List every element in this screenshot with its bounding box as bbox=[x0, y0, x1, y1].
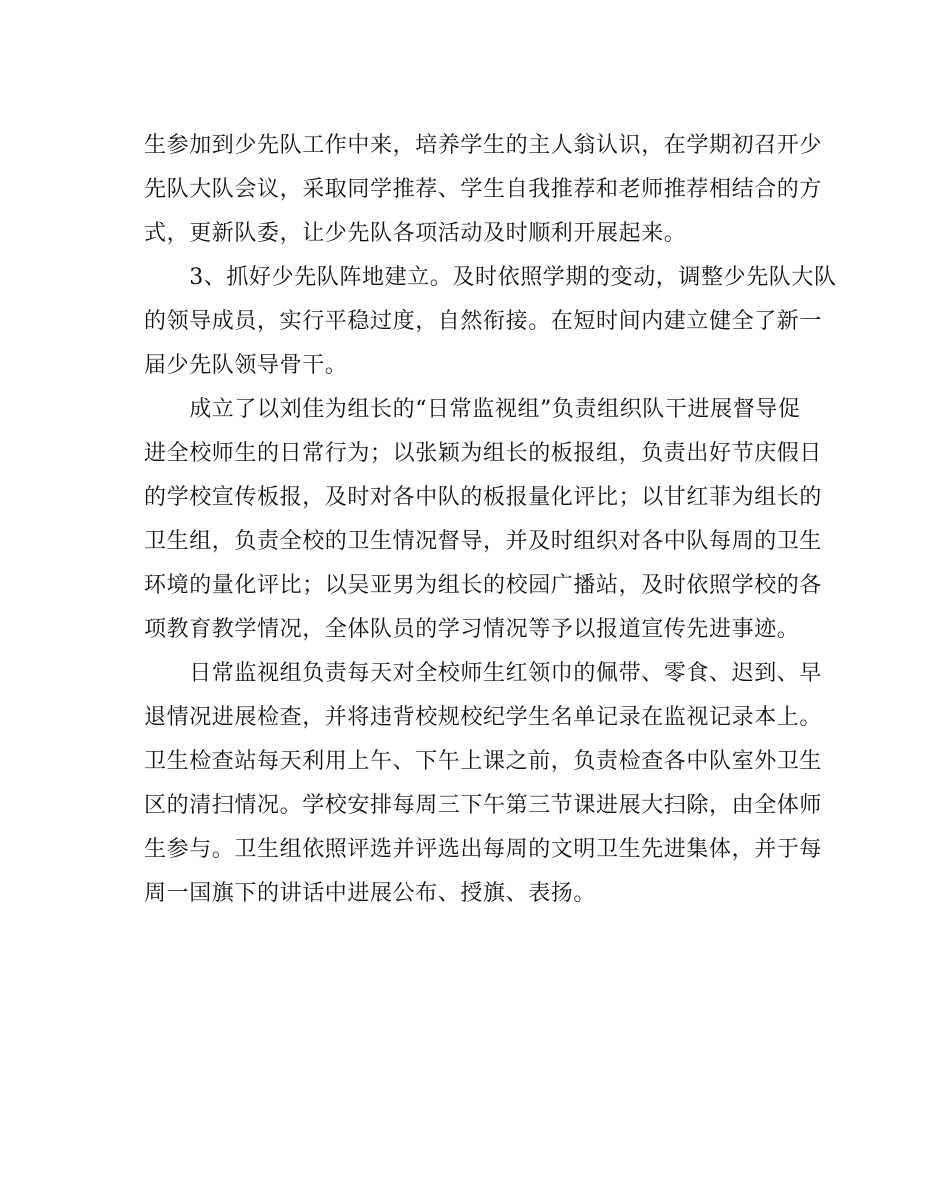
text-line: 的学校宣传板报，及时对各中队的板报量化评比；以甘红菲为组长的 bbox=[144, 485, 823, 510]
paragraph-1 bbox=[144, 124, 823, 256]
text-line: 的领导成员，实行平稳过度，自然衔接。在短时间内建立健全了新一 bbox=[144, 309, 823, 334]
text-line: 进全校师生的日常行为；以张颖为组长的板报组，负责出好节庆假日 bbox=[144, 441, 823, 466]
text-line: 日常监视组负责每天对全校师生红领巾的佩带、零食、迟到、早 bbox=[144, 661, 823, 686]
text-line: 先队大队会议，采取同学推荐、学生自我推荐和老师推荐相结合的方 bbox=[144, 177, 823, 202]
text-line: 区的清扫情况。学校安排每周三下午第三节课进展大扫除，由全体师 bbox=[144, 793, 823, 818]
text-line: 生参与。卫生组依照评选并评选出每周的文明卫生先进集体，并于每 bbox=[144, 837, 823, 862]
text-line: 卫生组，负责全校的卫生情况督导，并及时组织对各中队每周的卫生 bbox=[144, 529, 823, 554]
text-line: 成立了以刘佳为组长的“日常监视组”负责组织队干进展督导促 bbox=[144, 397, 801, 422]
text-line: 项教育教学情况，全体队员的学习情况等予以报道宣传先进事迹。 bbox=[144, 617, 800, 642]
paragraph-2 bbox=[144, 256, 837, 388]
text-line: 式，更新队委，让少先队各项活动及时顺利开展起来。 bbox=[144, 221, 687, 246]
text-line: 届少先队领导骨干。 bbox=[144, 353, 348, 378]
document-body bbox=[144, 124, 837, 916]
paragraph-4 bbox=[144, 652, 823, 916]
text-line: 退情况进展检查，并将违背校规校纪学生名单记录在监视记录本上。 bbox=[144, 705, 823, 730]
paragraph-3 bbox=[144, 388, 823, 652]
text-line: 周一国旗下的讲话中进展公布、授旗、表扬。 bbox=[144, 881, 597, 906]
text-line: 生参加到少先队工作中来，培养学生的主人翁认识，在学期初召开少 bbox=[144, 133, 823, 158]
text-line: 环境的量化评比；以吴亚男为组长的校园广播站，及时依照学校的各 bbox=[144, 573, 823, 598]
text-line: 3、抓好少先队阵地建立。及时依照学期的变动，调整少先队大队 bbox=[144, 265, 837, 290]
text-line: 卫生检查站每天利用上午、下午上课之前，负责检查各中队室外卫生 bbox=[144, 749, 823, 774]
